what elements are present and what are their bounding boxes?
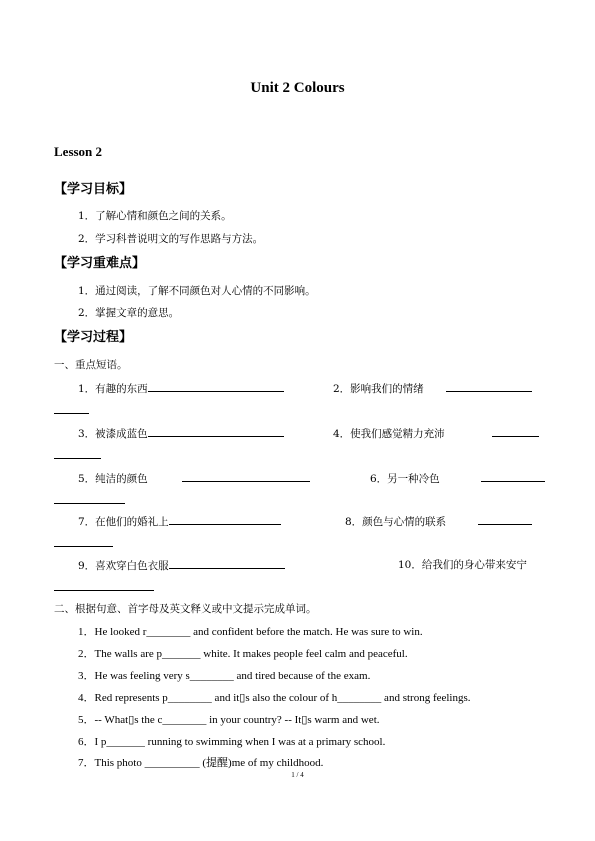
answer-blank[interactable] (169, 557, 285, 569)
phrase-item: 2．影响我们的情绪 (333, 380, 532, 396)
fill-in-item[interactable]: 5．-- What▯s the c________ in your country? -- It▯s warm and wet. (78, 714, 380, 726)
answer-blank-continuation[interactable] (54, 447, 101, 459)
answer-blank[interactable] (148, 380, 284, 392)
phrase-item: 1．有趣的东西 (78, 380, 284, 396)
process-heading: 【学习过程】 (54, 330, 133, 345)
section-title: 二、根据句意、首字母及英文释义或中文提示完成单词。 (54, 603, 317, 615)
phrase-item: 10．给我们的身心带来安宁 (398, 559, 527, 571)
key-points-heading: 【学习重难点】 (54, 256, 146, 271)
fill-in-item[interactable]: 7．This photo __________ (提醒)me of my childhood. (78, 757, 324, 769)
answer-blank[interactable] (169, 513, 281, 525)
answer-blank[interactable] (446, 380, 532, 392)
section-title: 一、重点短语。 (54, 359, 128, 371)
answer-blank[interactable] (54, 579, 154, 591)
fill-in-item[interactable]: 3．He was feeling very s________ and tired because of the exam. (78, 670, 371, 682)
phrase-item: 7．在他们的婚礼上 (78, 513, 281, 529)
document-title: Unit 2 Colours (250, 80, 345, 96)
key-point-item: 2．掌握文章的意思。 (78, 307, 180, 319)
answer-blank[interactable] (182, 470, 310, 482)
goal-item: 2．学习科普说明文的写作思路与方法。 (78, 233, 264, 245)
answer-blank-continuation[interactable] (54, 402, 89, 414)
phrase-item: 5．纯洁的颜色 (78, 470, 310, 486)
key-point-item: 1．通过阅读，了解不同颜色对人心情的不同影响。 (78, 285, 316, 297)
phrase-item: 6．另一种冷色 (370, 470, 545, 486)
answer-blank[interactable] (478, 513, 532, 525)
answer-blank[interactable] (148, 425, 284, 437)
answer-blank[interactable] (481, 470, 545, 482)
answer-blank-continuation[interactable] (54, 492, 125, 504)
goals-heading: 【学习目标】 (54, 182, 133, 197)
fill-in-item[interactable]: 6．I p_______ running to swimming when I was at a primary school. (78, 736, 386, 748)
phrase-item: 9．喜欢穿白色衣服 (78, 557, 285, 573)
phrase-item: 4．使我们感觉精力充沛 (333, 425, 539, 441)
goal-item: 1．了解心情和颜色之间的关系。 (78, 210, 232, 222)
page-number: 1 / 4 (291, 771, 304, 779)
fill-in-item[interactable]: 1．He looked r________ and confident before the match. He was sure to win. (78, 626, 423, 638)
fill-in-item[interactable]: 4．Red represents p________ and it▯s also the colour of h________ and strong feelings. (78, 692, 471, 704)
fill-in-item[interactable]: 2．The walls are p_______ white. It makes people feel calm and peaceful. (78, 648, 408, 660)
phrase-item: 3．被漆成蓝色 (78, 425, 284, 441)
answer-blank-continuation[interactable] (54, 535, 113, 547)
phrase-item: 8．颜色与心情的联系 (345, 513, 532, 529)
lesson-heading: Lesson 2 (54, 144, 103, 159)
answer-blank[interactable] (492, 425, 539, 437)
